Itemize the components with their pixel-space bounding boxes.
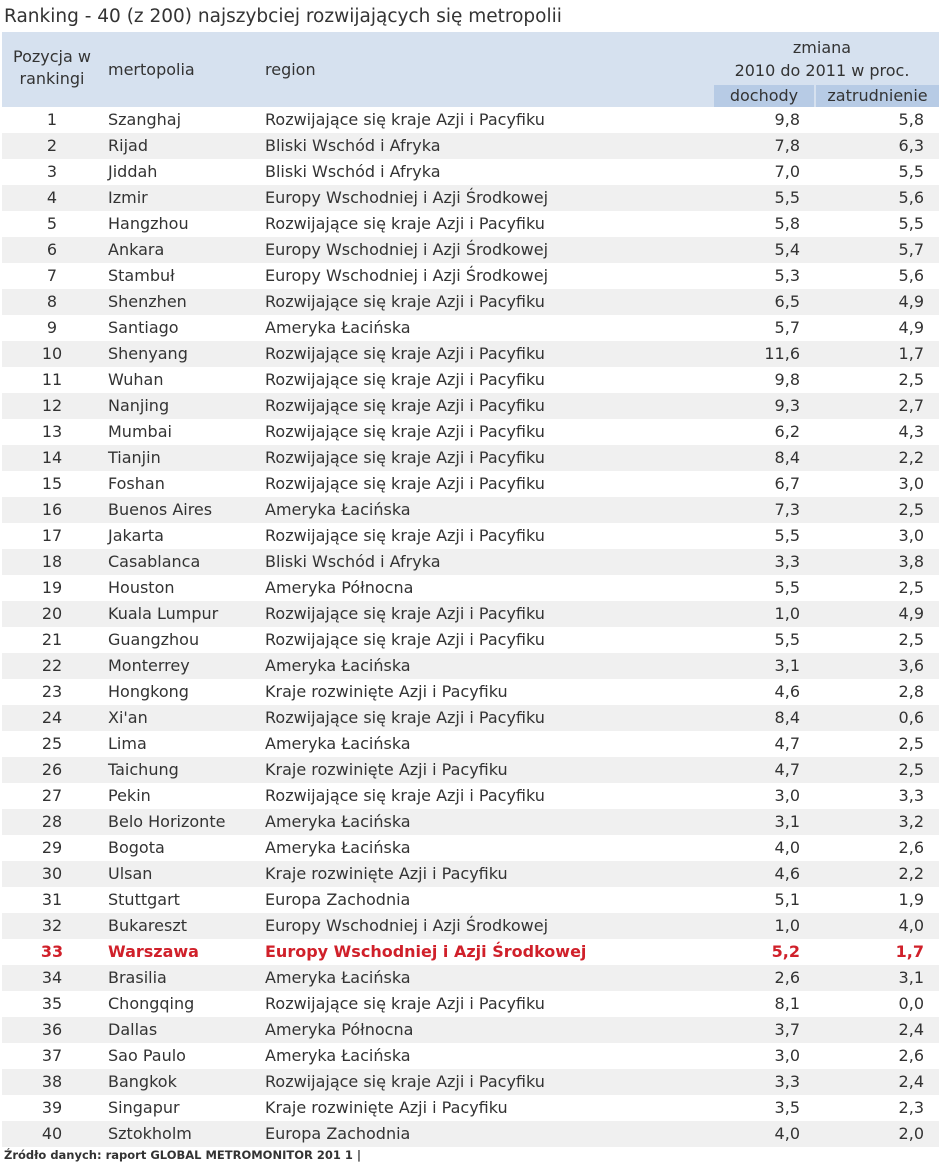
cell-employment: 2,0 (898, 1124, 924, 1143)
page-title: Ranking - 40 (z 200) najszybciej rozwijających się metropolii (4, 6, 562, 27)
table-row (2, 861, 939, 887)
cell-position: 2 (46, 136, 58, 155)
table-row (2, 211, 939, 237)
cell-position: 39 (41, 1098, 63, 1117)
cell-income: 5,4 (774, 240, 800, 259)
cell-income: 5,5 (774, 630, 800, 649)
cell-income: 3,7 (774, 1020, 800, 1039)
cell-income: 1,0 (774, 916, 800, 935)
table-row (2, 1069, 939, 1095)
cell-employment: 2,5 (898, 734, 924, 753)
table-body (2, 107, 939, 1147)
cell-position: 25 (41, 734, 63, 753)
cell-region: Europa Zachodnia (265, 890, 411, 909)
cell-position: 11 (41, 370, 63, 389)
cell-income: 4,7 (774, 760, 800, 779)
cell-region: Rozwijające się kraje Azji i Pacyfiku (265, 526, 545, 545)
cell-region: Ameryka Łacińska (265, 1046, 411, 1065)
cell-income: 5,1 (774, 890, 800, 909)
cell-employment: 2,8 (898, 682, 924, 701)
table-row (2, 237, 939, 263)
cell-region: Rozwijające się kraje Azji i Pacyfiku (265, 474, 545, 493)
cell-position: 40 (41, 1124, 63, 1143)
cell-position: 29 (41, 838, 63, 857)
cell-position: 27 (41, 786, 63, 805)
cell-city: Mumbai (108, 422, 172, 441)
cell-position: 23 (41, 682, 63, 701)
cell-employment: 5,6 (898, 188, 924, 207)
cell-income: 7,3 (774, 500, 800, 519)
table-row (2, 419, 939, 445)
cell-region: Bliski Wschód i Afryka (265, 552, 441, 571)
cell-city: Guangzhou (108, 630, 200, 649)
cell-employment: 5,8 (898, 110, 924, 129)
cell-city: Taichung (108, 760, 179, 779)
table-row (2, 1095, 939, 1121)
cell-position: 37 (41, 1046, 63, 1065)
header-position-line2: rankingi (19, 69, 85, 88)
cell-city: Monterrey (108, 656, 190, 675)
cell-employment: 2,7 (898, 396, 924, 415)
cell-employment: 3,0 (898, 474, 924, 493)
cell-city: Jakarta (108, 526, 164, 545)
cell-income: 6,2 (774, 422, 800, 441)
cell-income: 3,3 (774, 552, 800, 571)
cell-city: Lima (108, 734, 147, 753)
table-row (2, 1017, 939, 1043)
cell-employment: 4,9 (898, 318, 924, 337)
cell-city: Casablanca (108, 552, 201, 571)
table-row (2, 887, 939, 913)
cell-region: Ameryka Północna (265, 578, 414, 597)
cell-position: 1 (46, 110, 58, 129)
cell-income: 5,5 (774, 526, 800, 545)
table-row (2, 497, 939, 523)
source-note: Źródło danych: raport GLOBAL METROMONITOR 201 1 | (4, 1148, 362, 1162)
cell-region: Rozwijające się kraje Azji i Pacyfiku (265, 110, 545, 129)
table-row (2, 757, 939, 783)
cell-income: 8,1 (774, 994, 800, 1013)
cell-position: 13 (41, 422, 63, 441)
cell-income: 4,0 (774, 1124, 800, 1143)
header-income: dochody (714, 85, 814, 107)
cell-employment: 0,0 (898, 994, 924, 1013)
cell-city: Wuhan (108, 370, 164, 389)
table-row (2, 705, 939, 731)
cell-city: Izmir (108, 188, 148, 207)
cell-region: Bliski Wschód i Afryka (265, 162, 441, 181)
cell-income: 9,3 (774, 396, 800, 415)
cell-position: 22 (41, 656, 63, 675)
cell-city: Bukareszt (108, 916, 187, 935)
cell-region: Europy Wschodniej i Azji Środkowej (265, 916, 549, 935)
cell-region: Rozwijające się kraje Azji i Pacyfiku (265, 292, 545, 311)
table-row (2, 575, 939, 601)
cell-city: Belo Horizonte (108, 812, 226, 831)
cell-city: Warszawa (108, 942, 199, 961)
header-position (2, 46, 102, 90)
cell-employment: 2,2 (898, 448, 924, 467)
cell-region: Europy Wschodniej i Azji Środkowej (265, 188, 549, 207)
cell-region: Rozwijające się kraje Azji i Pacyfiku (265, 396, 545, 415)
cell-income: 4,7 (774, 734, 800, 753)
cell-city: Sztokholm (108, 1124, 192, 1143)
table-row (2, 991, 939, 1017)
cell-income: 3,3 (774, 1072, 800, 1091)
cell-region: Kraje rozwinięte Azji i Pacyfiku (265, 864, 508, 883)
cell-city: Tianjin (108, 448, 161, 467)
cell-employment: 3,2 (898, 812, 924, 831)
cell-region: Rozwijające się kraje Azji i Pacyfiku (265, 214, 545, 233)
cell-region: Ameryka Łacińska (265, 500, 411, 519)
cell-position: 35 (41, 994, 63, 1013)
cell-region: Ameryka Północna (265, 1020, 414, 1039)
cell-employment: 3,8 (898, 552, 924, 571)
table-row (2, 445, 939, 471)
cell-employment: 2,6 (898, 838, 924, 857)
cell-income: 3,0 (774, 786, 800, 805)
table-row (2, 783, 939, 809)
cell-position: 18 (41, 552, 63, 571)
table-row (2, 965, 939, 991)
cell-region: Ameryka Łacińska (265, 734, 411, 753)
cell-employment: 6,3 (898, 136, 924, 155)
cell-employment: 2,5 (898, 370, 924, 389)
cell-region: Rozwijające się kraje Azji i Pacyfiku (265, 1072, 545, 1091)
cell-position: 4 (46, 188, 58, 207)
cell-region: Europy Wschodniej i Azji Środkowej (265, 266, 549, 285)
cell-position: 17 (41, 526, 63, 545)
cell-region: Europy Wschodniej i Azji Środkowej (265, 240, 549, 259)
cell-city: Dallas (108, 1020, 158, 1039)
cell-city: Kuala Lumpur (108, 604, 219, 623)
table-row (2, 133, 939, 159)
table-row-highlighted (2, 939, 939, 965)
cell-income: 5,3 (774, 266, 800, 285)
cell-employment: 1,7 (898, 344, 924, 363)
cell-income: 9,8 (774, 110, 800, 129)
cell-region: Ameryka Łacińska (265, 318, 411, 337)
table-row (2, 1043, 939, 1069)
cell-income: 4,6 (774, 682, 800, 701)
cell-income: 5,5 (774, 188, 800, 207)
cell-employment: 2,6 (898, 1046, 924, 1065)
header-region: region (265, 60, 316, 79)
cell-city: Nanjing (108, 396, 170, 415)
cell-income: 5,2 (771, 942, 800, 961)
header-city: mertopolia (108, 60, 195, 79)
cell-employment: 5,5 (898, 162, 924, 181)
cell-income: 8,4 (774, 448, 800, 467)
cell-income: 3,1 (774, 656, 800, 675)
cell-income: 6,7 (774, 474, 800, 493)
cell-region: Bliski Wschód i Afryka (265, 136, 441, 155)
table-row (2, 835, 939, 861)
cell-city: Stuttgart (108, 890, 180, 909)
cell-position: 14 (41, 448, 63, 467)
cell-employment: 1,9 (898, 890, 924, 909)
cell-income: 9,8 (774, 370, 800, 389)
cell-position: 33 (40, 942, 64, 961)
cell-city: Xi'an (108, 708, 148, 727)
cell-income: 6,5 (774, 292, 800, 311)
cell-employment: 3,1 (898, 968, 924, 987)
cell-city: Shenzhen (108, 292, 187, 311)
cell-employment: 2,5 (898, 578, 924, 597)
cell-city: Sao Paulo (108, 1046, 186, 1065)
table-row (2, 341, 939, 367)
cell-income: 5,7 (774, 318, 800, 337)
cell-city: Stambuł (108, 266, 175, 285)
cell-city: Bangkok (108, 1072, 177, 1091)
table-row (2, 315, 939, 341)
table-row (2, 627, 939, 653)
cell-city: Pekin (108, 786, 151, 805)
cell-income: 1,0 (774, 604, 800, 623)
cell-employment: 4,3 (898, 422, 924, 441)
table-row (2, 1121, 939, 1147)
cell-employment: 2,4 (898, 1020, 924, 1039)
cell-city: Singapur (108, 1098, 180, 1117)
cell-position: 7 (46, 266, 58, 285)
cell-position: 12 (41, 396, 63, 415)
cell-city: Ulsan (108, 864, 153, 883)
cell-region: Rozwijające się kraje Azji i Pacyfiku (265, 604, 545, 623)
table-row (2, 601, 939, 627)
table-row (2, 549, 939, 575)
cell-city: Chongqing (108, 994, 195, 1013)
cell-employment: 4,9 (898, 292, 924, 311)
cell-income: 3,0 (774, 1046, 800, 1065)
cell-income: 2,6 (774, 968, 800, 987)
table-row (2, 159, 939, 185)
cell-employment: 1,7 (895, 942, 924, 961)
cell-region: Ameryka Łacińska (265, 968, 411, 987)
table-row (2, 523, 939, 549)
table-row (2, 289, 939, 315)
cell-employment: 2,2 (898, 864, 924, 883)
cell-city: Shenyang (108, 344, 188, 363)
cell-employment: 2,5 (898, 500, 924, 519)
cell-employment: 5,7 (898, 240, 924, 259)
header-employment: zatrudnienie (816, 85, 939, 107)
cell-employment: 3,3 (898, 786, 924, 805)
cell-city: Jiddah (108, 162, 158, 181)
cell-position: 36 (41, 1020, 63, 1039)
cell-region: Europa Zachodnia (265, 1124, 411, 1143)
cell-region: Rozwijające się kraje Azji i Pacyfiku (265, 708, 545, 727)
table-row (2, 471, 939, 497)
cell-position: 28 (41, 812, 63, 831)
cell-employment: 4,9 (898, 604, 924, 623)
cell-employment: 0,6 (898, 708, 924, 727)
table-row (2, 107, 939, 133)
cell-position: 16 (41, 500, 63, 519)
header-change (702, 36, 942, 82)
cell-employment: 4,0 (898, 916, 924, 935)
cell-region: Ameryka Łacińska (265, 656, 411, 675)
cell-region: Kraje rozwinięte Azji i Pacyfiku (265, 760, 508, 779)
cell-employment: 2,4 (898, 1072, 924, 1091)
cell-income: 7,0 (774, 162, 800, 181)
cell-city: Brasilia (108, 968, 167, 987)
cell-region: Rozwijające się kraje Azji i Pacyfiku (265, 786, 545, 805)
cell-position: 34 (41, 968, 63, 987)
cell-income: 4,0 (774, 838, 800, 857)
cell-position: 20 (41, 604, 63, 623)
cell-region: Rozwijające się kraje Azji i Pacyfiku (265, 370, 545, 389)
cell-income: 7,8 (774, 136, 800, 155)
header-position-line1: Pozycja w (13, 47, 91, 66)
cell-employment: 5,6 (898, 266, 924, 285)
cell-income: 3,1 (774, 812, 800, 831)
table-row (2, 913, 939, 939)
cell-city: Bogota (108, 838, 165, 857)
table-header (2, 32, 939, 107)
table-row (2, 263, 939, 289)
cell-region: Kraje rozwinięte Azji i Pacyfiku (265, 1098, 508, 1117)
table-row (2, 393, 939, 419)
cell-position: 19 (41, 578, 63, 597)
cell-income: 11,6 (764, 344, 800, 363)
cell-city: Hongkong (108, 682, 189, 701)
cell-position: 31 (41, 890, 63, 909)
cell-position: 15 (41, 474, 63, 493)
table-row (2, 679, 939, 705)
table-row (2, 367, 939, 393)
table-row (2, 809, 939, 835)
cell-position: 5 (46, 214, 58, 233)
cell-employment: 2,5 (898, 630, 924, 649)
cell-region: Kraje rozwinięte Azji i Pacyfiku (265, 682, 508, 701)
cell-region: Rozwijające się kraje Azji i Pacyfiku (265, 422, 545, 441)
cell-position: 9 (46, 318, 58, 337)
cell-region: Europy Wschodniej i Azji Środkowej (265, 942, 587, 961)
cell-region: Rozwijające się kraje Azji i Pacyfiku (265, 994, 545, 1013)
cell-city: Foshan (108, 474, 165, 493)
cell-region: Ameryka Łacińska (265, 838, 411, 857)
cell-position: 21 (41, 630, 63, 649)
cell-employment: 5,5 (898, 214, 924, 233)
cell-position: 32 (41, 916, 63, 935)
header-change-line2: 2010 do 2011 w proc. (734, 61, 910, 80)
cell-city: Rijad (108, 136, 148, 155)
cell-position: 26 (41, 760, 63, 779)
cell-city: Hangzhou (108, 214, 189, 233)
cell-region: Rozwijające się kraje Azji i Pacyfiku (265, 344, 545, 363)
cell-position: 6 (46, 240, 58, 259)
cell-region: Rozwijające się kraje Azji i Pacyfiku (265, 448, 545, 467)
cell-region: Rozwijające się kraje Azji i Pacyfiku (265, 630, 545, 649)
cell-employment: 3,0 (898, 526, 924, 545)
cell-city: Buenos Aires (108, 500, 213, 519)
cell-income: 5,5 (774, 578, 800, 597)
ranking-table (2, 32, 939, 1147)
cell-income: 8,4 (774, 708, 800, 727)
cell-city: Szanghaj (108, 110, 182, 129)
cell-employment: 3,6 (898, 656, 924, 675)
cell-city: Houston (108, 578, 175, 597)
cell-income: 4,6 (774, 864, 800, 883)
cell-position: 3 (46, 162, 58, 181)
cell-city: Ankara (108, 240, 165, 259)
table-row (2, 185, 939, 211)
table-row (2, 653, 939, 679)
cell-position: 10 (41, 344, 63, 363)
cell-position: 38 (41, 1072, 63, 1091)
cell-income: 5,8 (774, 214, 800, 233)
cell-employment: 2,3 (898, 1098, 924, 1117)
cell-position: 30 (41, 864, 63, 883)
cell-income: 3,5 (774, 1098, 800, 1117)
header-change-line1: zmiana (792, 38, 852, 57)
table-row (2, 731, 939, 757)
cell-position: 8 (46, 292, 58, 311)
cell-position: 24 (41, 708, 63, 727)
cell-region: Ameryka Łacińska (265, 812, 411, 831)
cell-employment: 2,5 (898, 760, 924, 779)
cell-city: Santiago (108, 318, 179, 337)
